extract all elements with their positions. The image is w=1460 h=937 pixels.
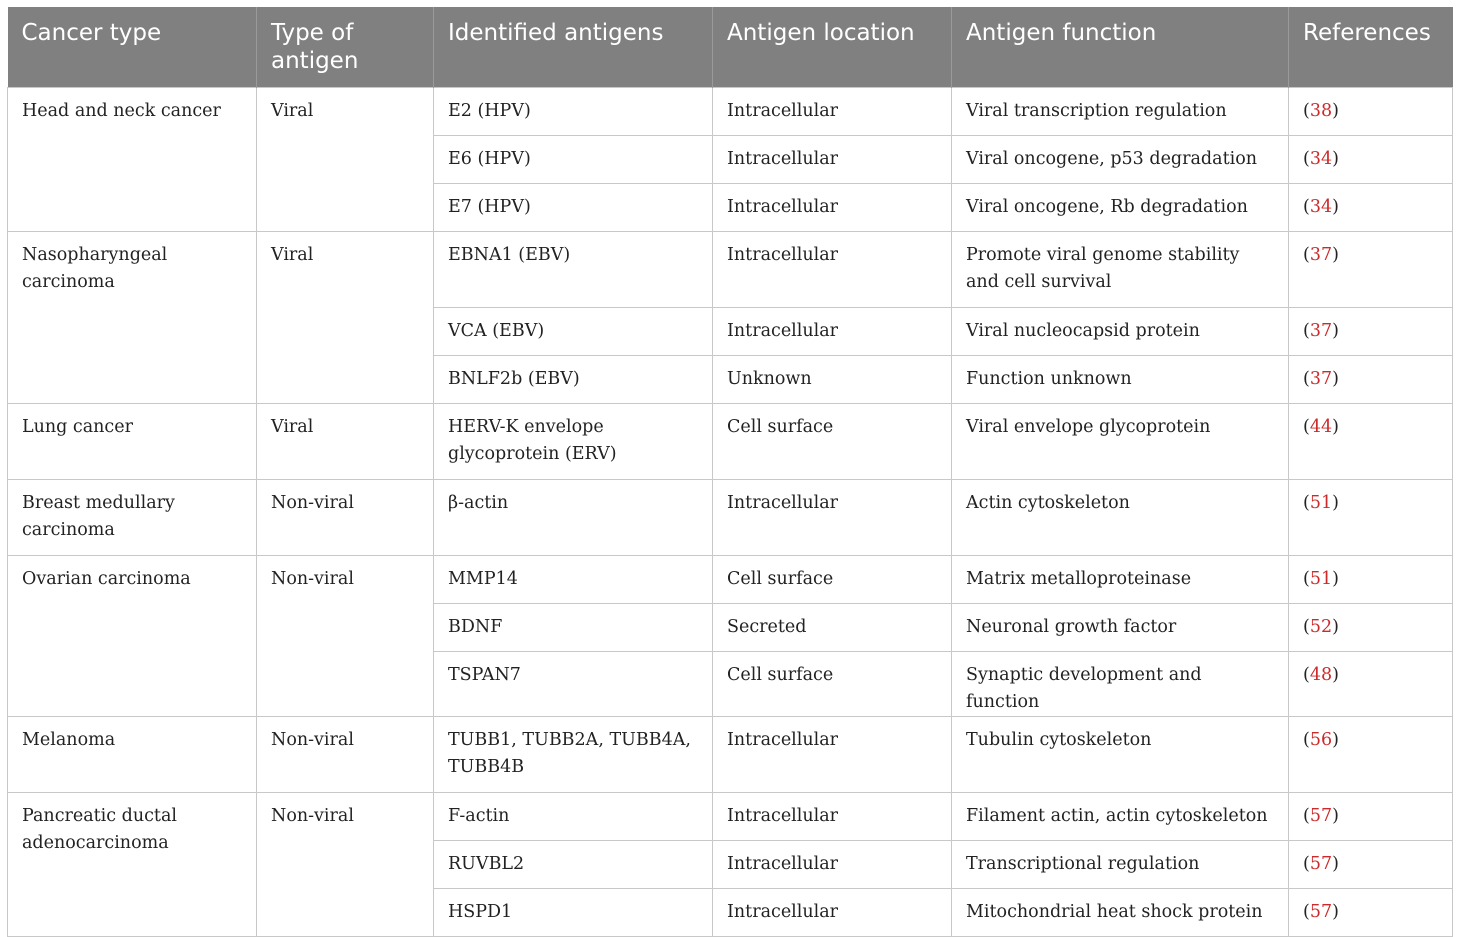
antigen-cell: MMP14 — [434, 555, 713, 603]
function-cell: Tubulin cytoskeleton — [952, 716, 1289, 792]
cancer-type-cell: Nasopharyngeal carcinoma — [8, 231, 257, 403]
table-header — [8, 7, 1453, 87]
antigen-cell: β-actin — [434, 479, 713, 555]
cancer-type-cell: Breast medullary carcinoma — [8, 479, 257, 555]
reference-cell: (51) — [1289, 555, 1453, 603]
function-cell: Viral transcription regulation — [952, 87, 1289, 135]
reference-link[interactable]: 56 — [1309, 729, 1333, 750]
antigen-cell: VCA (EBV) — [434, 307, 713, 355]
reference-link[interactable]: 51 — [1309, 492, 1333, 513]
antigen-table — [7, 7, 1453, 937]
antigen-type-cell: Viral — [257, 231, 434, 403]
location-cell: Intracellular — [713, 87, 952, 135]
reference-cell: (38) — [1289, 87, 1453, 135]
antigen-cell: E2 (HPV) — [434, 87, 713, 135]
header-identified-antigens: Identified antigens — [434, 7, 713, 87]
function-cell: Promote viral genome stability and cell survival — [952, 231, 1289, 307]
location-cell: Intracellular — [713, 888, 952, 936]
reference-cell: (34) — [1289, 135, 1453, 183]
table-row — [8, 716, 1453, 792]
reference-cell: (48) — [1289, 651, 1453, 716]
reference-cell: (52) — [1289, 603, 1453, 651]
antigen-type-cell: Non-viral — [257, 479, 434, 555]
table-row — [8, 403, 1453, 479]
header-cancer-type: Cancer type — [8, 7, 257, 87]
location-cell: Intracellular — [713, 231, 952, 307]
reference-link[interactable]: 37 — [1309, 368, 1333, 389]
location-cell: Intracellular — [713, 479, 952, 555]
reference-link[interactable]: 34 — [1309, 196, 1333, 217]
antigen-cell: EBNA1 (EBV) — [434, 231, 713, 307]
antigen-type-cell: Non-viral — [257, 555, 434, 716]
reference-cell: (56) — [1289, 716, 1453, 792]
function-cell: Viral nucleocapsid protein — [952, 307, 1289, 355]
reference-link[interactable]: 51 — [1309, 568, 1333, 589]
reference-link[interactable]: 48 — [1309, 664, 1333, 685]
cancer-type-cell: Ovarian carcinoma — [8, 555, 257, 716]
location-cell: Cell surface — [713, 555, 952, 603]
reference-cell: (57) — [1289, 840, 1453, 888]
antigen-type-cell: Viral — [257, 87, 434, 231]
function-cell: Viral oncogene, Rb degradation — [952, 183, 1289, 231]
reference-cell: (44) — [1289, 403, 1453, 479]
location-cell: Intracellular — [713, 307, 952, 355]
reference-cell: (34) — [1289, 183, 1453, 231]
function-cell: Function unknown — [952, 355, 1289, 403]
location-cell: Intracellular — [713, 716, 952, 792]
antigen-cell: E6 (HPV) — [434, 135, 713, 183]
reference-cell: (37) — [1289, 307, 1453, 355]
reference-link[interactable]: 52 — [1309, 616, 1333, 637]
function-cell: Mitochondrial heat shock protein — [952, 888, 1289, 936]
antigen-cell: E7 (HPV) — [434, 183, 713, 231]
reference-link[interactable]: 44 — [1309, 416, 1333, 437]
location-cell: Secreted — [713, 603, 952, 651]
reference-cell: (37) — [1289, 231, 1453, 307]
function-cell: Matrix metalloproteinase — [952, 555, 1289, 603]
table-row — [8, 479, 1453, 555]
location-cell: Cell surface — [713, 651, 952, 716]
antigen-type-cell: Viral — [257, 403, 434, 479]
function-cell: Filament actin, actin cytoskeleton — [952, 792, 1289, 840]
cancer-type-cell: Melanoma — [8, 716, 257, 792]
header-type-of-antigen: Type of antigen — [257, 7, 434, 87]
table-row — [8, 792, 1453, 840]
reference-link[interactable]: 37 — [1309, 320, 1333, 341]
function-cell: Synaptic development and function — [952, 651, 1289, 716]
reference-cell: (51) — [1289, 479, 1453, 555]
reference-link[interactable]: 37 — [1309, 244, 1333, 265]
function-cell: Viral oncogene, p53 degradation — [952, 135, 1289, 183]
antigen-cell: HSPD1 — [434, 888, 713, 936]
function-cell: Viral envelope glycoprotein — [952, 403, 1289, 479]
header-antigen-location: Antigen location — [713, 7, 952, 87]
antigen-cell: BNLF2b (EBV) — [434, 355, 713, 403]
function-cell: Neuronal growth factor — [952, 603, 1289, 651]
antigen-cell: HERV-K envelope glycoprotein (ERV) — [434, 403, 713, 479]
location-cell: Intracellular — [713, 792, 952, 840]
antigen-cell: F-actin — [434, 792, 713, 840]
reference-link[interactable]: 38 — [1309, 100, 1333, 121]
reference-cell: (37) — [1289, 355, 1453, 403]
location-cell: Cell surface — [713, 403, 952, 479]
cancer-type-cell: Head and neck cancer — [8, 87, 257, 231]
header-row — [8, 7, 1453, 87]
antigen-cell: BDNF — [434, 603, 713, 651]
reference-cell: (57) — [1289, 888, 1453, 936]
cancer-type-cell: Pancreatic ductal adenocarcinoma — [8, 792, 257, 936]
location-cell: Intracellular — [713, 183, 952, 231]
table-body — [8, 87, 1453, 936]
location-cell: Unknown — [713, 355, 952, 403]
location-cell: Intracellular — [713, 135, 952, 183]
function-cell: Transcriptional regulation — [952, 840, 1289, 888]
reference-cell: (57) — [1289, 792, 1453, 840]
antigen-cell: TSPAN7 — [434, 651, 713, 716]
antigen-type-cell: Non-viral — [257, 792, 434, 936]
cancer-type-cell: Lung cancer — [8, 403, 257, 479]
header-antigen-function: Antigen function — [952, 7, 1289, 87]
location-cell: Intracellular — [713, 840, 952, 888]
table-row — [8, 87, 1453, 135]
antigen-cell: RUVBL2 — [434, 840, 713, 888]
table-row — [8, 231, 1453, 307]
reference-link[interactable]: 57 — [1309, 853, 1333, 874]
header-references: References — [1289, 7, 1453, 87]
reference-link[interactable]: 57 — [1309, 805, 1333, 826]
antigen-type-cell: Non-viral — [257, 716, 434, 792]
function-cell: Actin cytoskeleton — [952, 479, 1289, 555]
reference-link[interactable]: 34 — [1309, 148, 1333, 169]
antigen-cell: TUBB1, TUBB2A, TUBB4A, TUBB4B — [434, 716, 713, 792]
reference-link[interactable]: 57 — [1309, 901, 1333, 922]
table-row — [8, 555, 1453, 603]
